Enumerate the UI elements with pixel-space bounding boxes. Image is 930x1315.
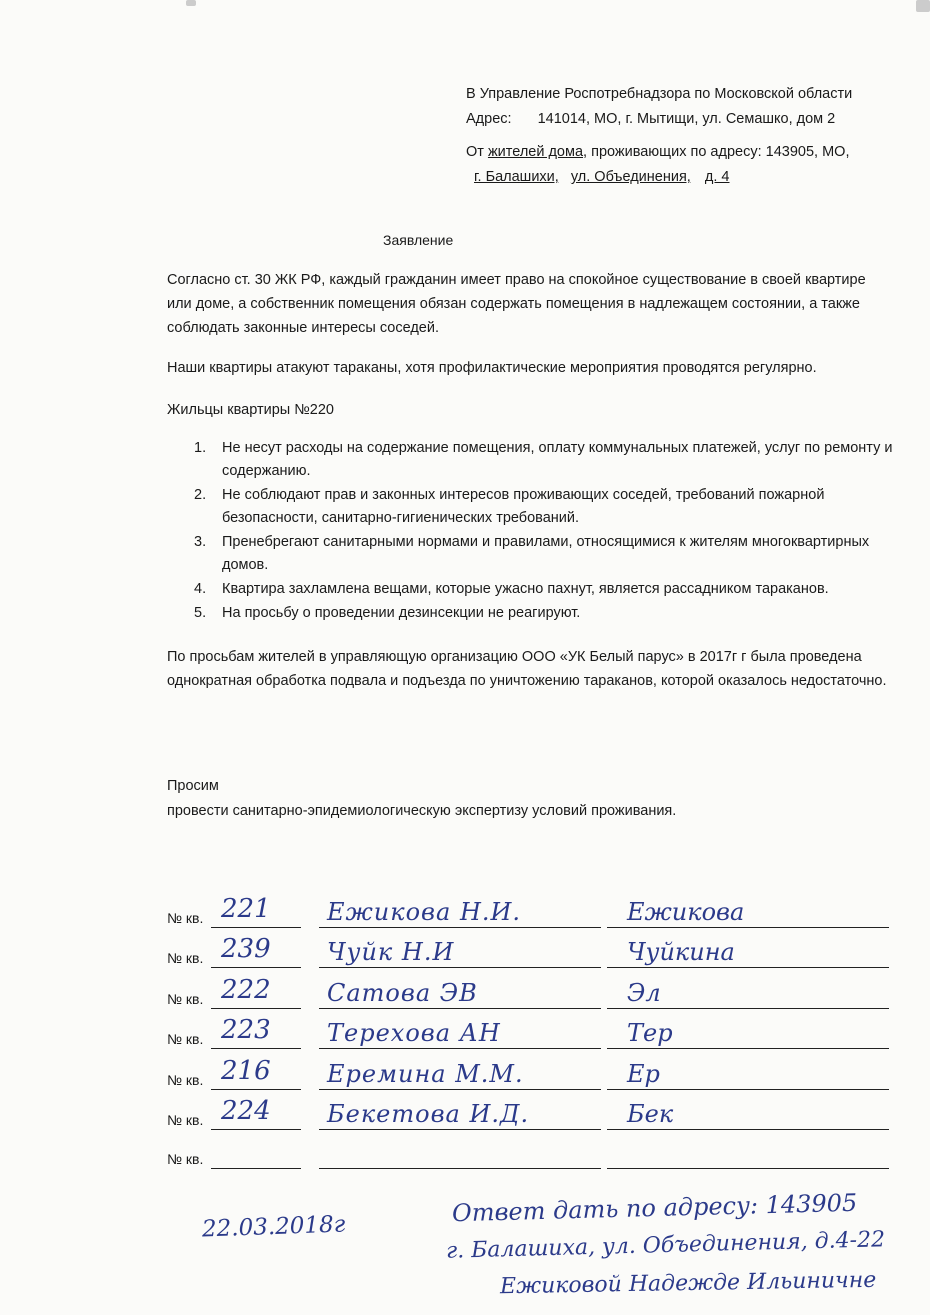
signature: Чуйкина [627, 938, 735, 966]
handwritten-date: 22.03.2018г [201, 1211, 346, 1243]
resident-name: Еремина М.М. [327, 1060, 524, 1088]
list-item: 1. Не несут расходы на содержание помещения, оплату коммунальных платежей, услуг по ремонту и содержанию. [194, 440, 893, 479]
apartment-label: № кв. [167, 910, 204, 926]
sender-house: д. 4 [704, 169, 730, 185]
signature-row [167, 1052, 897, 1092]
paragraph-management: По просьбам жителей в управляющую организацию ООО «УК Белый парус» в 2017г г была проведена однократная обработка подвала и подъезда по уничтожению тараканов, которой оказалось недостаточно. [167, 649, 887, 689]
signature-row [167, 971, 897, 1011]
resident-name: Терехова АН [327, 1019, 501, 1047]
handwritten-answer-line: г. Балашиха, ул. Объединения, д.4-22 [445, 1227, 886, 1264]
scan-speck [916, 0, 930, 12]
signature: Тер [627, 1019, 673, 1047]
apartment-number: 221 [221, 894, 271, 924]
apartment-label: № кв. [167, 1031, 204, 1047]
sender-city: г. Балашихи, [474, 169, 559, 185]
signature: Ежикова [627, 898, 745, 926]
signature-row [167, 890, 897, 930]
apartment-label: № кв. [167, 950, 204, 966]
signature: Эл [627, 979, 661, 1007]
signature-row [167, 1011, 897, 1051]
resident-name: Ежикова Н.И. [327, 898, 522, 926]
address-value: 141014, МО, г. Мытищи, ул. Семашко, дом 2 [537, 111, 836, 127]
from-residents: жителей дома [487, 144, 584, 160]
complaints-list [194, 437, 894, 626]
resident-name: Сатова ЭВ [327, 979, 478, 1007]
handwritten-answer-line: Ответ дать по адресу: 143905 [451, 1188, 858, 1228]
paragraph-law: Согласно ст. 30 ЖК РФ, каждый гражданин имеет право на спокойное существование в своей квартире или доме, а собственник помещения обязан содержать помещения в надлежащем состоянии, а также соблюдать законные интересы соседей. [167, 272, 866, 336]
request-text: провести санитарно-эпидемиологическую экспертизу условий проживания. [167, 803, 677, 819]
apartment-label: № кв. [167, 1151, 204, 1167]
signature-row [167, 930, 897, 970]
document-title: Заявление [383, 232, 454, 248]
request-heading: Просим [167, 778, 219, 794]
list-item: 2. Не соблюдают прав и законных интересов проживающих соседей, требований пожарной безопасности, санитарно-гигиенических требований. [194, 487, 825, 526]
resident-name: Чуйк Н.И [327, 938, 455, 966]
sender-address [474, 169, 730, 185]
recipient-address [466, 111, 835, 127]
handwritten-answer-line: Ежиковой Надежде Ильиничне [499, 1267, 877, 1300]
apartment-label: № кв. [167, 1072, 204, 1088]
sender-street: ул. Объединения, [570, 169, 691, 185]
apartment-label: № кв. [167, 991, 204, 1007]
apartment-number: 222 [221, 975, 271, 1005]
apartment-number: 216 [221, 1056, 271, 1086]
resident-name: Бекетова И.Д. [327, 1100, 530, 1128]
residents-heading: Жильцы квартиры №220 [167, 402, 334, 418]
paragraph-cockroaches: Наши квартиры атакуют тараканы, хотя профилактические мероприятия проводятся регулярно. [167, 360, 817, 376]
address-label: Адрес: [466, 111, 512, 127]
sender-line [466, 144, 849, 160]
list-item: 5. На просьбу о проведении дезинсекции не реагируют. [194, 605, 581, 621]
from-prefix: От [466, 144, 484, 160]
recipient-line: В Управление Роспотребнадзора по Московской области [466, 86, 853, 102]
apartment-number: 239 [221, 934, 271, 964]
apartment-number: 224 [221, 1096, 271, 1126]
signature-row [167, 1092, 897, 1132]
signature: Ер [627, 1060, 660, 1088]
list-item: 3. Пренебрегают санитарными нормами и правилами, относящимися к жителям многоквартирных домов. [194, 534, 870, 573]
signature: Бек [627, 1100, 674, 1128]
from-suffix: , проживающих по адресу: 143905, МО, [583, 144, 850, 160]
list-item: 4. Квартира захламлена вещами, которые ужасно пахнут, является рассадником тараканов. [194, 581, 829, 597]
apartment-number: 223 [221, 1015, 271, 1045]
apartment-label: № кв. [167, 1112, 204, 1128]
signature-row [167, 1131, 897, 1171]
scan-speck [186, 0, 196, 6]
